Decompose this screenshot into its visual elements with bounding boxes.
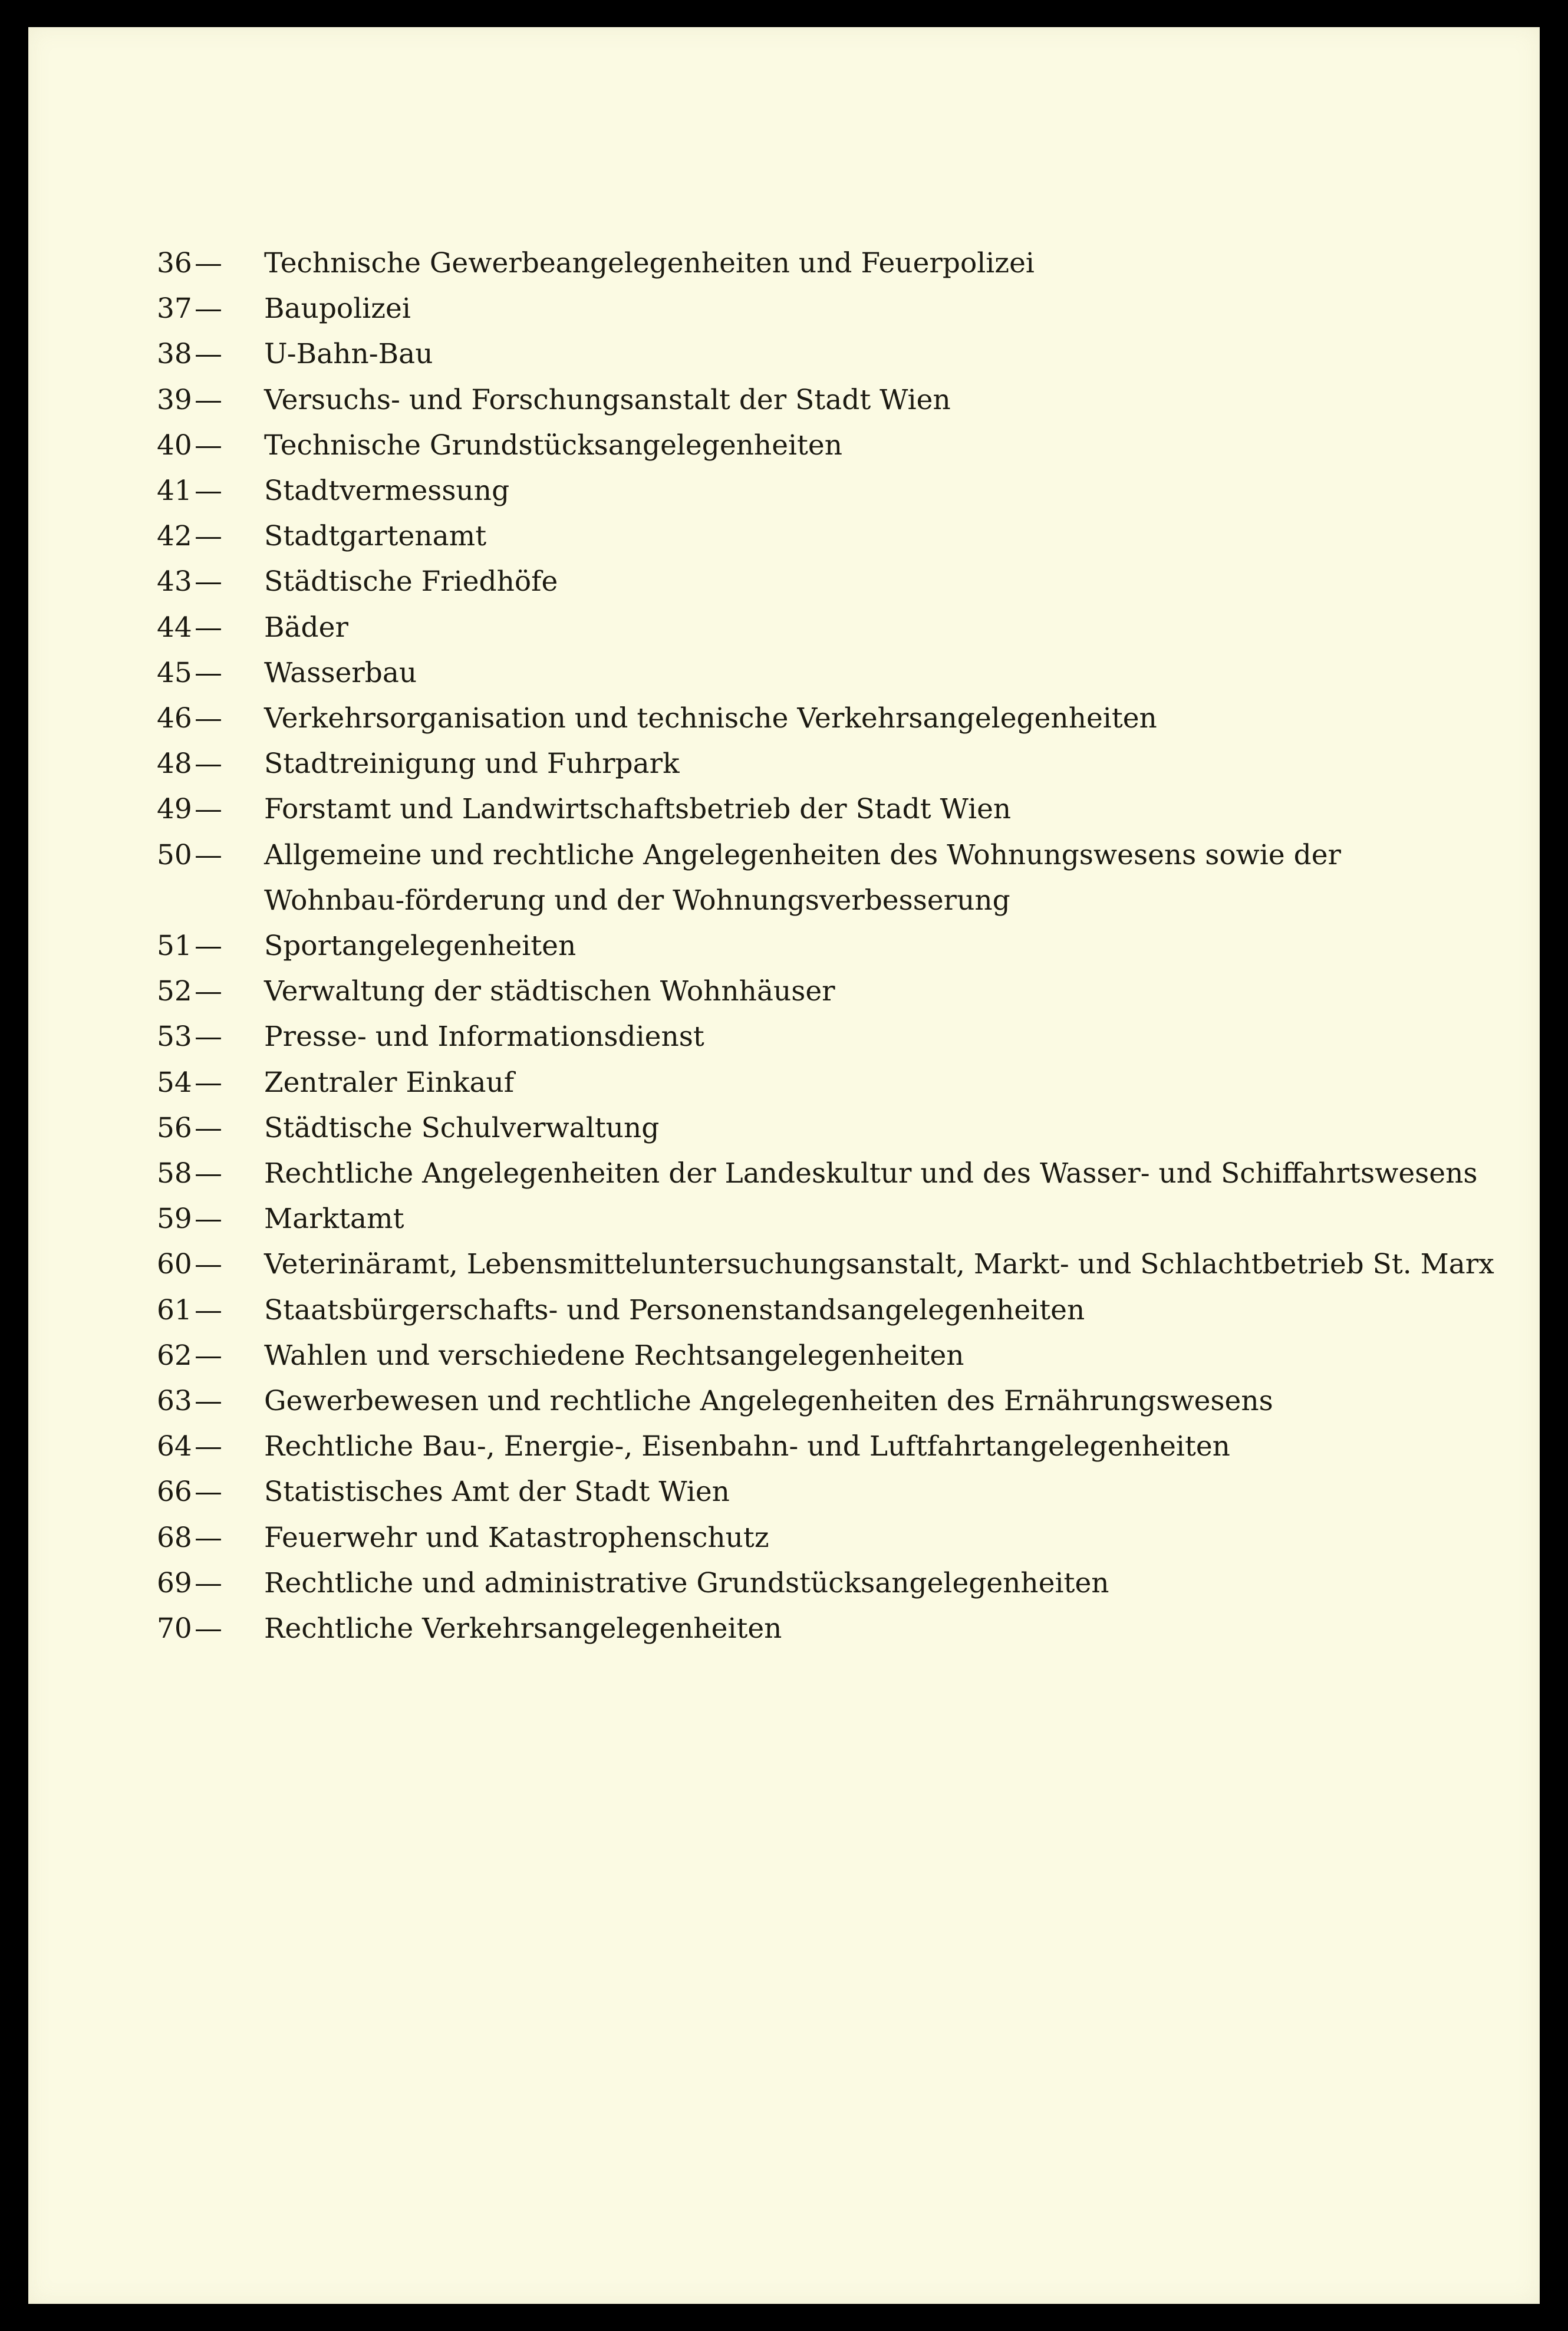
entry-text: Städtische Schulverwaltung [264,1111,660,1144]
entry-number: 36 [157,247,192,279]
entry-text: Städtische Friedhöfe [264,565,558,598]
entry-text: Presse- und Informationsdienst [264,1020,704,1053]
entry-number: 64 [157,1430,192,1463]
entry-text: Veterinäramt, Lebensmitteluntersuchungsanstalt, Markt- und Schlachtbetrieb St. Marx [264,1248,1494,1281]
entry-dash: — [195,1248,222,1281]
entry-number: 53 [157,1020,192,1053]
entry-number: 50 [157,838,192,871]
entry-text: Sportangelegenheiten [264,930,577,963]
entry-number: 40 [157,429,192,462]
entry-text: Technische Grundstücksangelegenheiten [264,429,843,462]
list-item [157,923,1477,969]
entry-number: 51 [157,930,192,963]
entry-number: 49 [157,793,192,826]
list-item [157,1515,1477,1560]
entry-dash: — [195,1157,222,1190]
list-item [157,696,1477,741]
entry-text: Verwaltung der städtischen Wohnhäuser [264,975,835,1008]
entry-number: 60 [157,1248,192,1281]
entry-dash: — [195,1385,222,1418]
entry-text: Gewerbewesen und rechtliche Angelegenheiten des Ernährungswesens [264,1385,1273,1418]
entry-dash: — [195,1293,222,1326]
entry-number: 41 [157,475,192,508]
entry-number: 62 [157,1339,192,1372]
entry-text: Verkehrsorganisation und technische Verkehrsangelegenheiten [264,702,1157,735]
entry-dash: — [195,520,222,553]
list-item [157,1196,1477,1242]
list-item [157,559,1477,604]
entry-number: 68 [157,1521,192,1554]
entry-text: Marktamt [264,1203,404,1236]
entry-dash: — [195,702,222,735]
list-item [157,1151,1477,1196]
entry-number: 59 [157,1203,192,1236]
list-item [157,468,1477,513]
entry-number: 70 [157,1612,192,1645]
list-item [157,1014,1477,1059]
entry-text: Rechtliche und administrative Grundstücksangelegenheiten [264,1566,1109,1599]
list-item [157,286,1477,331]
list-item [157,1469,1477,1515]
entry-dash: — [195,838,222,871]
entry-number: 61 [157,1293,192,1326]
entry-dash: — [195,1521,222,1554]
entry-dash: — [195,656,222,689]
entry-number: 38 [157,338,192,371]
entry-dash: — [195,930,222,963]
entry-text: Technische Gewerbeangelegenheiten und Feuerpolizei [264,247,1035,279]
entry-text: Rechtliche Verkehrsangelegenheiten [264,1612,782,1645]
entry-dash: — [195,1066,222,1099]
entry-number: 66 [157,1476,192,1509]
entry-text: Rechtliche Bau-, Energie-, Eisenbahn- und Luftfahrtangelegenheiten [264,1430,1230,1463]
list-item [157,741,1477,786]
entry-number: 56 [157,1111,192,1144]
entry-text: Stadtgartenamt [264,520,487,553]
entry-number: 44 [157,611,192,644]
list-item [157,1378,1477,1424]
entry-dash: — [195,1203,222,1236]
entry-dash: — [195,565,222,598]
list-item [157,832,1477,923]
entry-dash: — [195,748,222,781]
list-item [157,377,1477,423]
entry-number: 54 [157,1066,192,1099]
list-item [157,423,1477,468]
list-item [157,1424,1477,1469]
entry-number: 43 [157,565,192,598]
entry-dash: — [195,1612,222,1645]
list-item [157,1560,1477,1606]
entry-dash: — [195,247,222,279]
department-list [157,241,1494,1651]
list-item [157,1333,1477,1378]
entry-text: Zentraler Einkauf [264,1066,515,1099]
entry-text: Feuerwehr und Katastrophenschutz [264,1521,769,1554]
entry-dash: — [195,338,222,371]
list-item [157,969,1477,1014]
entry-number: 63 [157,1385,192,1418]
list-item [157,331,1477,377]
entry-text: Stadtvermessung [264,475,510,508]
list-item [157,605,1477,650]
entry-dash: — [195,292,222,325]
list-item [157,1288,1477,1333]
entry-dash: — [195,429,222,462]
entry-text: Allgemeine und rechtliche Angelegenheiten des Wohnungswesens sowie der Wohnbau-förderung und der Wohnungsverbesserung [264,838,1342,917]
entry-text: U-Bahn-Bau [264,338,433,371]
entry-dash: — [195,1566,222,1599]
list-item [157,1105,1477,1151]
entry-text: Wahlen und verschiedene Rechtsangelegenheiten [264,1339,964,1372]
entry-number: 39 [157,383,192,416]
document-page [28,27,1540,2304]
list-item [157,513,1477,559]
entry-number: 45 [157,656,192,689]
entry-text: Versuchs- und Forschungsanstalt der Stadt Wien [264,383,951,416]
entry-dash: — [195,1111,222,1144]
entry-text: Baupolizei [264,292,411,325]
entry-dash: — [195,1020,222,1053]
entry-text: Staatsbürgerschafts- und Personenstandsangelegenheiten [264,1293,1085,1326]
entry-dash: — [195,1339,222,1372]
entry-number: 42 [157,520,192,553]
entry-number: 52 [157,975,192,1008]
entry-dash: — [195,1476,222,1509]
entry-dash: — [195,383,222,416]
entry-text: Wasserbau [264,656,417,689]
entry-dash: — [195,475,222,508]
list-item [157,241,1477,286]
list-item [157,1242,1494,1287]
list-item [157,786,1477,832]
entry-dash: — [195,975,222,1008]
entry-number: 37 [157,292,192,325]
entry-dash: — [195,611,222,644]
list-item [157,650,1477,696]
entry-dash: — [195,793,222,826]
entry-number: 58 [157,1157,192,1190]
entry-text: Bäder [264,611,348,644]
entry-text: Stadtreinigung und Fuhrpark [264,748,680,781]
list-item [157,1606,1477,1651]
entry-number: 48 [157,748,192,781]
entry-number: 69 [157,1566,192,1599]
list-item [157,1060,1477,1105]
entry-dash: — [195,1430,222,1463]
entry-number: 46 [157,702,192,735]
entry-text: Rechtliche Angelegenheiten der Landeskultur und des Wasser- und Schiffahrtswesens [264,1157,1478,1190]
entry-text: Statistisches Amt der Stadt Wien [264,1476,730,1509]
entry-text: Forstamt und Landwirtschaftsbetrieb der Stadt Wien [264,793,1012,826]
